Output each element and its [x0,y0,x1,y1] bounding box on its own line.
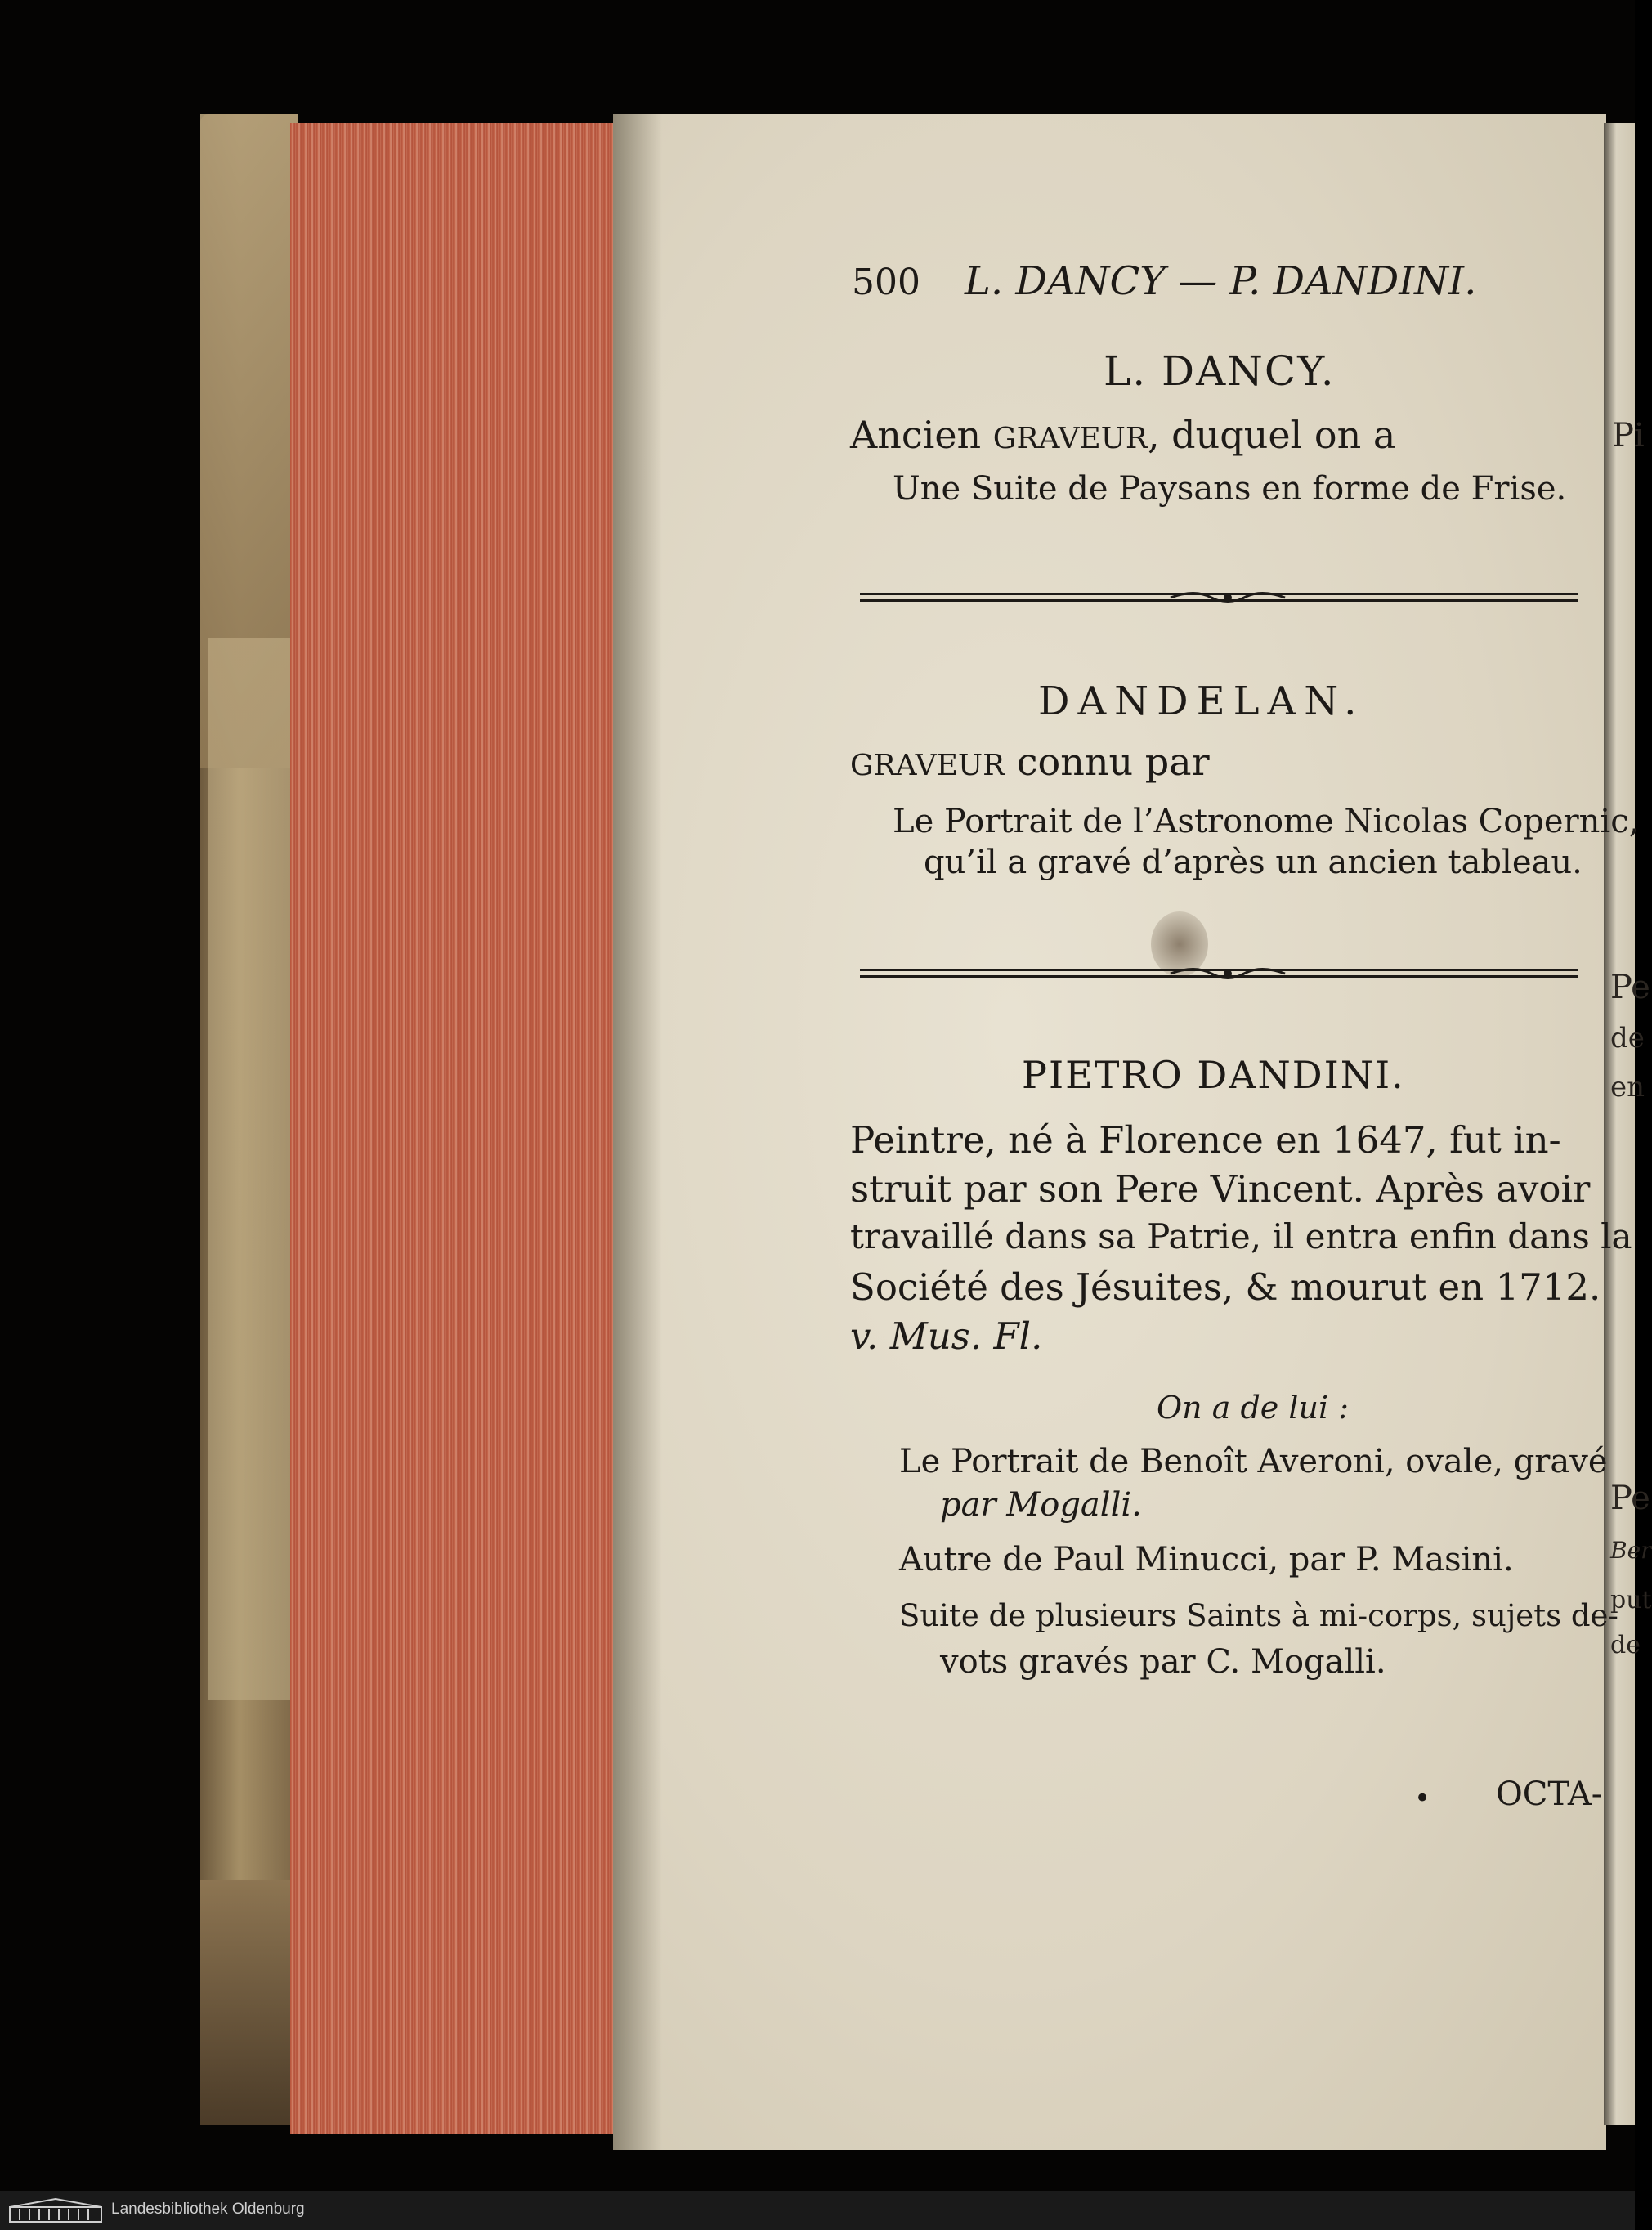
ornamental-rule [860,589,1578,607]
facing-page-text: de [1610,1022,1645,1055]
facing-page-text: Pe [1610,969,1650,1006]
work-item: Autre de Paul Minucci, par P. Masini. [899,1541,1514,1578]
work-item: Le Portrait de Benoît Averoni, ovale, gravé [899,1443,1608,1480]
book-cover-binding [200,114,298,2125]
ornamental-rule [860,965,1578,983]
body-line: travaillé dans sa Patrie, il entra enfin dans la [850,1216,1632,1256]
facing-page-text: put [1610,1586,1652,1614]
facing-page-text: en [1610,1071,1645,1104]
page-number: 500 [852,262,920,303]
running-title: L. DANCY — P. DANDINI. [965,258,1477,304]
body-line: Peintre, né à Florence en 1647, fut in- [850,1118,1561,1162]
page-gutter-shadow [613,114,662,2150]
facing-page-text: Pe [1610,1480,1650,1517]
entry-heading: DANDELAN. [1038,678,1365,724]
work-item: Une Suite de Paysans en forme de Frise. [893,470,1567,508]
entry-heading: PIETRO DANDINI. [1022,1053,1405,1097]
entry-description: Ancien GRAVEUR, duquel on a [850,413,1396,457]
library-name: Landesbibliothek Oldenburg [111,2201,305,2218]
work-item: qu’il a gravé d’après un ancien tableau. [924,844,1583,881]
body-line: struit par son Pere Vincent. Après avoir [850,1167,1591,1211]
work-item: Suite de plusieurs Saints à mi-corps, sujets de- [899,1598,1618,1633]
facing-page-text: Pi [1612,417,1645,455]
facing-page-text: de [1610,1631,1641,1659]
entry-heading: L. DANCY. [1104,347,1336,395]
work-item: vots gravés par C. Mogalli. [940,1643,1386,1681]
body-line: v. Mus. Fl. [850,1314,1043,1358]
body-line: Société des Jésuites, & mourut en 1712. [850,1265,1601,1309]
catchword-dot: • [1414,1782,1431,1815]
footer-bar [0,2191,1635,2230]
work-item: Le Portrait de l’Astronome Nicolas Copernic, [893,803,1640,840]
facing-page-text: Ber [1610,1537,1652,1564]
work-item: par Mogalli. [940,1486,1142,1524]
library-building-icon [7,2196,105,2225]
catchword: OCTA- [1496,1775,1603,1813]
entry-description: GRAVEUR connu par [850,740,1210,784]
subheading: On a de lui : [1157,1390,1349,1426]
page-edges [290,123,617,2134]
